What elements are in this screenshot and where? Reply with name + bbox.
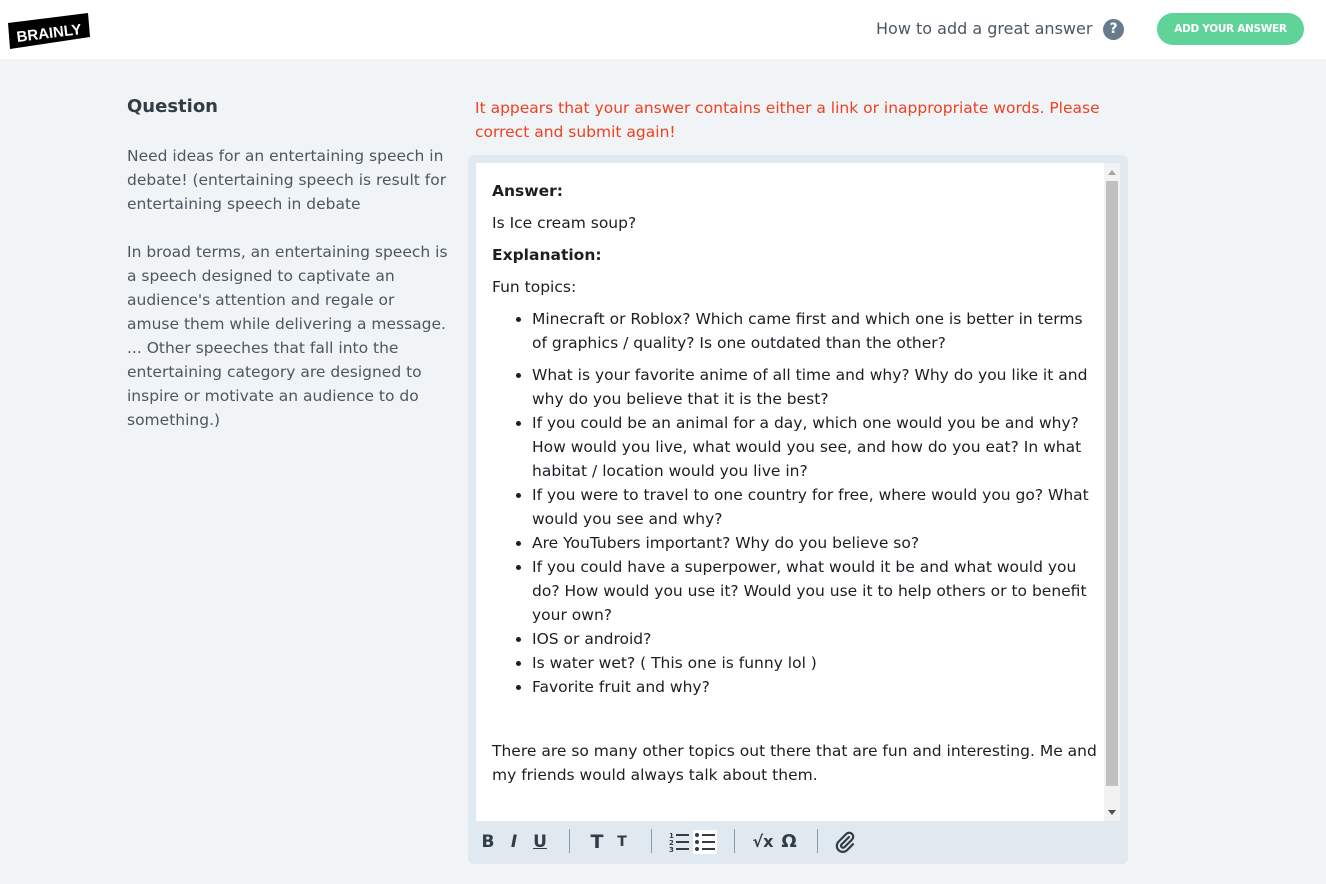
answer-content[interactable] (492, 179, 1102, 795)
scroll-thumb[interactable] (1106, 181, 1118, 786)
editor-scrollbar[interactable] (1104, 163, 1120, 821)
list-item: • If you could be an animal for a day, which one would you be and why? How would you live, what would you see, and how do you eat? In what habitat / location would you live in? (532, 411, 1102, 483)
heading-small-button[interactable]: T (617, 834, 627, 850)
list-item: • If you were to travel to one country for free, where would you go? What would you see and why? (532, 483, 1102, 531)
math-button[interactable]: √x (752, 832, 774, 851)
toolbar-divider (817, 829, 818, 853)
list-item: • What is your favorite anime of all time and why? Why do you like it and why do you believe that it is the best? (532, 363, 1102, 411)
toolbar-divider (569, 829, 570, 853)
ordered-list-icon[interactable] (667, 830, 691, 854)
list-item: • Favorite fruit and why? (532, 675, 1102, 699)
closing-text: There are so many other topics out there that are fun and interesting. Me and my friends would always talk about them. (492, 742, 1097, 784)
toolbar-divider (651, 829, 652, 853)
bold-button[interactable]: B (481, 832, 495, 852)
answer-text: Is Ice cream soup? (492, 214, 637, 232)
help-link[interactable]: How to add a great answer (876, 19, 1093, 38)
svg-text:1: 1 (669, 832, 674, 840)
error-message: It appears that your answer contains either a link or inappropriate words. Please correct and submit again! (475, 99, 1100, 141)
symbol-button[interactable]: Ω (781, 831, 797, 852)
explanation-label: Explanation: (492, 246, 602, 264)
heading-large-button[interactable]: T (590, 831, 604, 853)
question-heading: Question (127, 96, 218, 117)
editor-toolbar (476, 825, 1120, 859)
topics-list (532, 307, 1102, 699)
scroll-up-arrow-icon[interactable] (1108, 170, 1116, 175)
svg-text:3: 3 (669, 846, 674, 854)
paperclip-icon[interactable] (833, 830, 857, 854)
topics-intro: Fun topics: (492, 278, 577, 296)
list-item: • If you could have a superpower, what would it be and what would you do? How would you use it? Would you use it to help others or to benefit your own? (532, 555, 1102, 627)
answer-label: Answer: (492, 182, 563, 200)
list-item: • IOS or android? (532, 627, 1102, 651)
list-item: • Is water wet? ( This one is funny lol ) (532, 651, 1102, 675)
question-text: Need ideas for an entertaining speech in debate! (entertaining speech is result for entertaining speech in debate In broad terms, an entertaining speech is a speech designed to captivate an audience's attention and regale or amuse them while delivering a message. ... Other speeches that fall into the entertaining category are designed to inspire or motivate an audience to do something.) (127, 147, 448, 429)
svg-text:2: 2 (669, 839, 674, 847)
answer-editor[interactable] (476, 163, 1120, 821)
brainly-logo[interactable] (8, 13, 90, 49)
scroll-down-arrow-icon[interactable] (1108, 810, 1116, 815)
italic-button[interactable]: I (510, 832, 518, 852)
list-item: • Are YouTubers important? Why do you believe so? (532, 531, 1102, 555)
unordered-list-icon[interactable] (693, 830, 717, 854)
logo-text: BRAINLY (15, 21, 83, 46)
toolbar-divider (734, 829, 735, 853)
question-circle-icon[interactable]: ? (1103, 19, 1124, 40)
list-item: • Minecraft or Roblox? Which came first and which one is better in terms of graphics / quality? Is one outdated than the other? (532, 307, 1102, 355)
top-bar (0, 0, 1326, 59)
underline-button[interactable]: U (533, 832, 547, 852)
add-your-answer-button[interactable]: ADD YOUR ANSWER (1157, 13, 1304, 45)
